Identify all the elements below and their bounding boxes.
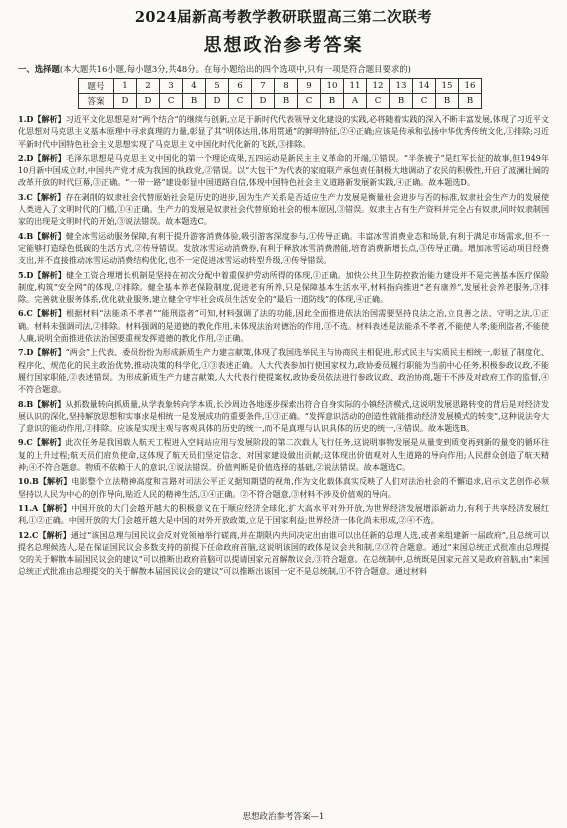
answer-title: 思想政治参考答案	[203, 35, 364, 56]
item-number: 7.D	[18, 347, 34, 358]
q-num: 16	[459, 79, 482, 94]
item-text: 通过“该国总理与国民议会反对党领袖举行磋商,并在期限内共同决定出由谁可以出任新的总理人选,或者来组建新一届政府”,且总统可以提名总理候选人,是在保证国民议会多数支持的前提下任命政府首脑,这说明该国的政体是议会共和制,②③符合题意。通过“来国总统正式批准由总理提交的关于解散本届国民议会的建议”可以推断出政府首脑可以提请国家元首解散议会,③符合题意。在总统制中,总统既是国家元首又是政府首脑,由“来国总统正式批准由总理提交的关于解散本届国民议会的建议”可以推断出该国一定不是总统制,①不符合题意。通过材料	[18, 530, 549, 577]
item-tag: 【解析】	[33, 347, 66, 358]
answer-cell: B	[459, 94, 482, 109]
answer-cell: B	[436, 94, 459, 109]
exam-title: 2024届新高考教学教研联盟高三第二次联考	[134, 9, 433, 26]
q-num: 10	[321, 79, 344, 94]
answer-cell: C	[367, 94, 390, 109]
q-num: 15	[436, 79, 459, 94]
explanation-item	[18, 529, 549, 579]
item-number: 4.B	[18, 230, 34, 241]
q-num: 9	[298, 79, 321, 94]
explanation-item	[18, 152, 549, 190]
item-text: “两会”上代表、委员纷纷为形成新质生产力建言献策,体现了我国选举民主与协商民主相促进,形式民主与实质民主相统一,彰显了制度化、程序化、规范化的民主政治优势,推动决策的科学化,①③表述正确。人大代表参加行使国家权力,政协委员履行职能为当前中心任务,积极参政议政,不能履行国家职能,②表述错误。为形成新质生产力建言献策,人大代表行使提案权,政协委员依法进行参政议政、政治协商,题干不涉及对政府工作的监督,④不符合题意。	[18, 348, 549, 395]
answer-cell: A	[344, 94, 367, 109]
item-number: 12.C	[18, 529, 39, 540]
item-text: 存在剥削的奴隶社会代替原始社会是历史的进步,因为生产关系是否适应生产力发展是衡量社会进步与否的标准,奴隶社会生产力的发展使人类进入了文明时代的门槛,①④正确。生产力的发展是奴隶社会代替原始社会的根本原因,③错误。奴隶主占有生产资料并完全占有奴隶,同时奴隶制国家的出现是文明时代的开始,③说法错误。故本题选C。	[18, 192, 550, 227]
item-tag: 【解析】	[32, 191, 66, 202]
explanation-item	[18, 113, 549, 151]
item-number: 6.C	[18, 308, 33, 319]
q-num: 2	[137, 79, 160, 94]
q-num: 5	[206, 79, 229, 94]
item-tag: 【解析】	[33, 152, 66, 163]
q-num: 7	[252, 79, 275, 94]
item-text: 电影整个立法精神高度和言路对司法公平正义据知期望的视角,作为文化载体真实反映了人们对法治社会的不懈追求,启示文艺创作必须坚持以人民为中心的创作导向,贴近人民的精神生活,①④正确。②不符合题意,③材料不涉及价值观的导向。	[18, 477, 549, 499]
item-number: 9.C	[18, 437, 33, 448]
explanation-item	[18, 436, 549, 474]
item-text: 健全工资合理增长机制是坚持在初次分配中着重保护劳动所得的体现,①正确。加快公共卫生防控救治能力建设并不是完善基本医疗保险制度,构筑“安全网”的体现,②排除。健全基本养老保险制度,促进老有所养,只是保障基本生活水平,材料指向推进“老有康养”,发展社会养老服务,③排除。完善就业服务体系,优化就业服务,建立健全守牢社会成员生活安全的“最后一道防线”的体现,④正确。	[18, 270, 550, 305]
row-label-answer: 答案	[79, 94, 114, 109]
item-tag: 【解析】	[38, 529, 71, 540]
q-num: 6	[229, 79, 252, 94]
q-num: 13	[390, 79, 413, 94]
q-num: 8	[275, 79, 298, 94]
explanation-item	[18, 346, 549, 396]
q-num: 11	[344, 79, 367, 94]
page-footer: 思想政治参考答案—1	[242, 812, 325, 822]
answer-cell: B	[275, 94, 298, 109]
explanation-item	[18, 230, 549, 268]
item-text: 此次任务是我国载人航天工程进入空间站应用与发展阶段的第二次载人飞行任务,这说明事物发展是从量变到质变再到新的量变的循环往复的上升过程;航天员们肩负使命,这体现了航天员们坚定信念、对国家建设做出贡献;这体现出价值观对人生道路的导向作用;人民群众创造了航天精神;④不符合题意。物质不依赖于人的意识,①说法错误。价值判断是价值选择的基础,②说法错误。故本题选C。	[18, 438, 550, 473]
explanation-item	[18, 269, 549, 307]
item-number: 2.D	[18, 152, 34, 163]
q-num: 14	[413, 79, 436, 94]
item-tag: 【解析】	[33, 230, 66, 241]
explanation-item	[18, 475, 549, 501]
section-heading	[18, 63, 549, 75]
item-text: 根据材料“法能杀不孝者”“能刑盗者”可知,材料强调了法的功能,因此全面推进依法治国需要坚持良法之治,立良善之法、守明之法,①正确。材料未强调司法,②排除。材料强调的是道德的教化作用,未体现法治对德治的作用,③不选。材料表述是法能杀不孝者,不能使人孝;能刑盗者,不能使人廉,说明全面推进依法治国要重视发挥道德的教化作用,②正确。	[18, 309, 550, 344]
item-text: 习近平文化思想是对“两个结合”的继续与创新,立足于新时代代表领导文化建设的实践,必将随着实践的深入不断丰富发展,体现了习近平文化思想对马克思主义基本原理中寻求真理的力量,彰显了其“明体达用,体用贯通”的鲜明特征,②④正确;应该是传承和弘扬中华优秀传统文化,①排除;习近平新时代中国特色社会主义思想实现了马克思主义中国化时代化新的飞跃,③排除。	[18, 115, 549, 149]
answer-table-number-row	[79, 79, 482, 94]
item-text: 从抓数量转向抓质量,从学表象转向学本质,长沙周边各地逐步探索出符合自身实际的小镇经济模式,这说明发展思路转变的背后是对经济发展认识的深化,坚持解放思想和实事求是相统一是发展成功的重要条件,①③正确。“发挥意识活动的创造性就能推动经济发展模式的转变”,这种说法夸大了意识的能动作用,②排除。应该是实现主观与客观具体的历史的统一,而不是真理与认识具体的历史的统一,④错误。故本题选B。	[18, 399, 549, 434]
answer-table	[78, 78, 482, 109]
explanation-item	[18, 307, 549, 345]
answer-cell: C	[298, 94, 321, 109]
item-text: 毛泽东思想是马克思主义中国化的第一个理论成果,五四运动是新民主主义革命的开端,①错误。“半条被子”是红军长征的故事,但1949年10月新中国成立时,中国共产党才成为我国的执政党,②错误。以“大包干”为代表的家庭联产承包责任制极大地调动了农民的积极性,开启了波澜壮阔的改革开放的时代巨幕,③正确。“一带一路”建设彰显中国道路自信,体现中国特色社会主义道路新发展新实践,④正确。故本题选D。	[18, 153, 549, 188]
q-num: 3	[160, 79, 183, 94]
item-number: 10.B	[18, 476, 39, 487]
explanation-item	[18, 502, 549, 528]
section-desc: (本大题共16小题,每小题3分,共48分。在每小题给出的四个选项中,只有一项是符合题目要求的)	[59, 64, 411, 74]
item-tag: 【解析】	[33, 114, 66, 124]
answer-cell: C	[229, 94, 252, 109]
item-tag: 【解析】	[32, 437, 66, 448]
answer-cell: C	[413, 94, 436, 109]
answer-cell: D	[206, 94, 229, 109]
item-tag: 【解析】	[32, 308, 67, 319]
answer-cell: D	[137, 94, 160, 109]
item-tag: 【解析】	[38, 502, 72, 513]
item-number: 8.B	[18, 398, 34, 409]
item-number: 11.A	[18, 502, 39, 513]
answer-cell: D	[252, 94, 275, 109]
row-label-number: 题号	[79, 79, 114, 94]
q-num: 12	[367, 79, 390, 94]
section-label: 一、选择题	[18, 64, 60, 74]
answer-cell: C	[160, 94, 183, 109]
explanation-item	[18, 398, 549, 436]
explanation-item	[18, 191, 549, 229]
q-num: 1	[114, 79, 137, 94]
answer-cell: B	[390, 94, 413, 109]
explanations	[18, 113, 549, 579]
item-text: 健全冰雪运动服务保障,有利于提升游客消费体验,吸引游客深度参与,①传导正确。丰富冰雪消费业态和场景,有利于满足市场需求,但不一定能够打造绿色低碳的生活方式,②传导错误。发放冰雪运动消费券,有利于释放冰雪消费潜能,培育消费新增长点,③传导正确。增加冰雪运动项目经费支出,并不直接推动冰雪运动消费结构优化,也不一定促进冰雪运动转型升级,④传导错误。	[18, 231, 549, 266]
answer-cell: B	[321, 94, 344, 109]
answer-table-answer-row	[79, 94, 482, 109]
item-tag: 【解析】	[33, 269, 67, 280]
item-tag: 【解析】	[38, 476, 72, 487]
answer-cell: D	[114, 94, 137, 109]
item-text: 中国开放的大门会越开越大的积极意义在于顺应经济全球化,扩大高水平对外开放,为世界经济发展增添新动力,有利于共享经济发展红利,①②正确。中国开放的大门会越开越大是中国的对外开放政策,立足于国家利益;世界经济一体化尚未形成,②④不选。	[18, 503, 550, 526]
q-num: 4	[183, 79, 206, 94]
item-number: 1.D	[18, 114, 34, 124]
item-number: 3.C	[18, 191, 33, 202]
answer-cell: B	[183, 94, 206, 109]
item-number: 5.D	[18, 269, 34, 280]
item-tag: 【解析】	[33, 398, 66, 409]
